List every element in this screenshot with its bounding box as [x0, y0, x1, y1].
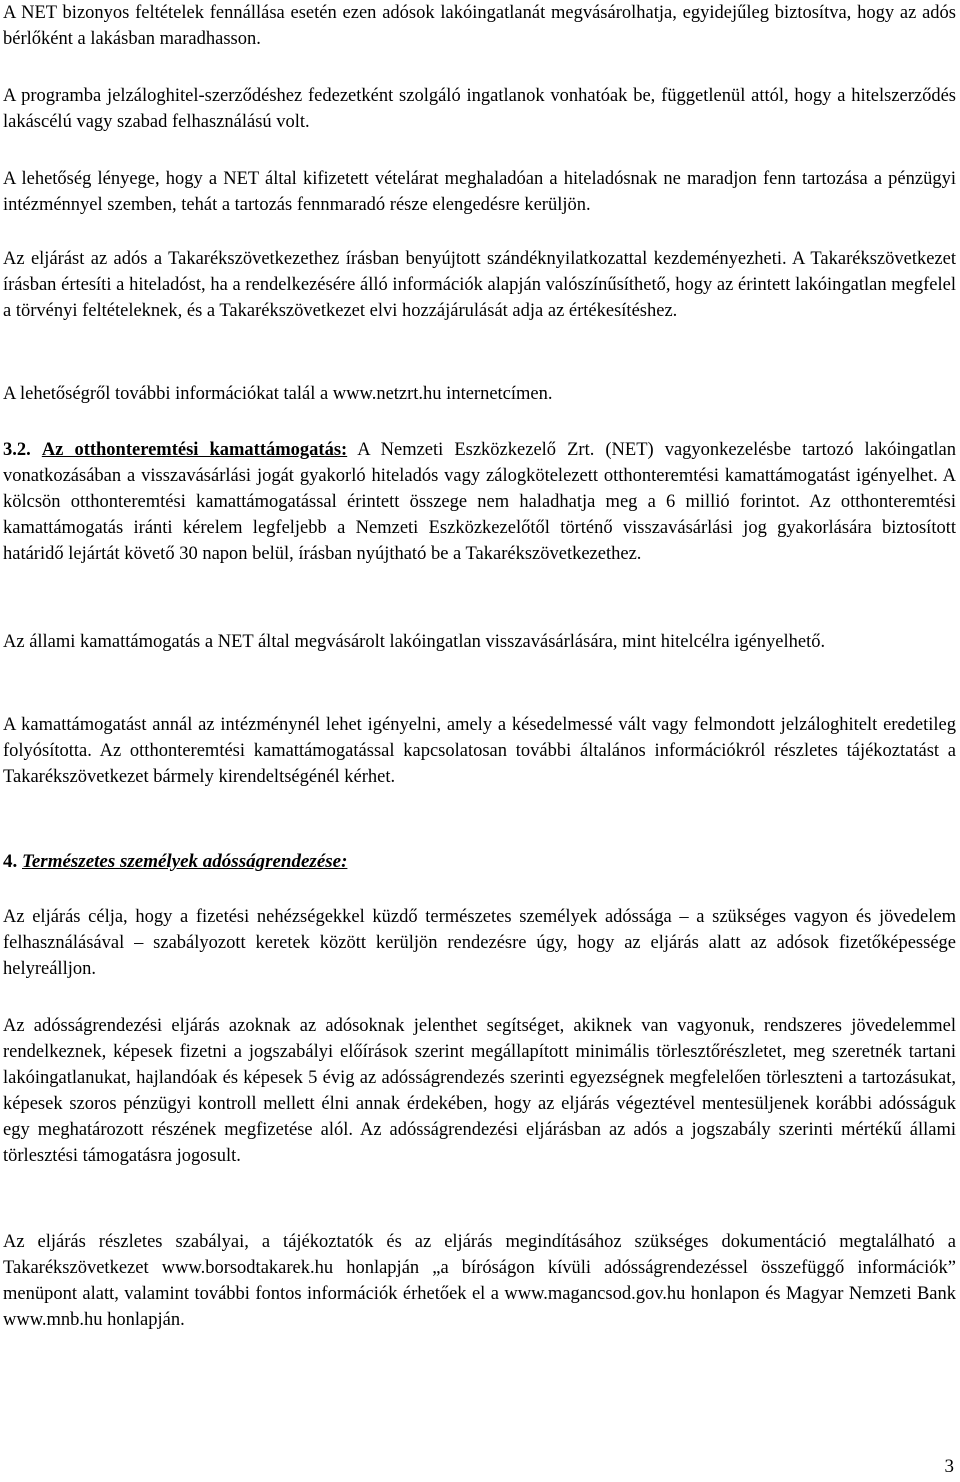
paragraph-procedure-goal: Az eljárás célja, hogy a fizetési nehézségekkel küzdő természetes személyek adóssága – a szükséges vagyon és jövedelem felhasználásával – szabályozott keretek között kerüljön rendezésre úgy, hogy az eljárás alatt az adósok fizetőképessége helyreálljon.: [3, 907, 956, 979]
paragraph-procedure: Az eljárást az adós a Takarékszövetkezethez írásban benyújtott szándéknyilatkozattal kezdeményezheti. A Takarékszövetkezet írásban értesíti a hiteladóst, ha a rendelkezésére álló információk alapján valószínűsíthető, hogy az érintett lakóingatlan megfelel a törvényi feltételeknek, és a Takarékszövetkezet elvi hozzájárulását adja az értékesítéshez.: [3, 249, 956, 321]
paragraph-subsidy-application: A kamattámogatást annál az intézménynél lehet igényelni, amely a késedelmessé vált vagy felmondott jelzáloghitelt eredetileg folyósította. Az otthonteremtési kamattámogatással kapcsolatosan további általános információkról részletes tájékoztatást a Takarékszövetkezet bármely kirendeltségénél kérhet.: [3, 715, 956, 787]
section-4-title: Természetes személyek adósságrendezése:: [22, 851, 348, 872]
paragraph-eligibility: Az adósságrendezési eljárás azoknak az adósoknak jelenthet segítséget, akiknek van vagyonuk, rendszeres jövedelemmel rendelkeznek, képesek fizetni a jogszabályi előírások szerint megállapított minimális törlesztőrészletet, meg szeretnék tartani lakóingatlanukat, hajlandóak és képesek 5 évig az adósságrendezés szerinti egyezségnek megfelelően törleszteni a tartozásukat, képesek szoros pénzügyi kontroll mellett élni annak érdekében, hogy az eljárás végeztével mentesüljenek korábbi adósságuk egy meghatározott részének megfizetése alól. Az adósságrendezési eljárásban az adós a jogszabály szerinti mértékű állami törlesztési támogatásra jogosult.: [3, 1016, 956, 1166]
section-4-number: 4.: [3, 851, 18, 872]
section-3-2-number: 3.2.: [3, 440, 31, 460]
page-number: 3: [944, 1456, 954, 1477]
paragraph-detailed-rules: Az eljárás részletes szabályai, a tájékoztatók és az eljárás megindításához szükséges dokumentáció megtalálható a Takarékszövetkezet www.borsodtakarek.hu honlapján „a bíróságon kívüli adósságrendezéssel összefüggő információk” menüpont alatt, valamint további fontos információk érhetőek el a www.magancsod.gov.hu honlapon és Magyar Nemzeti Bank www.mnb.hu honlapján.: [3, 1232, 956, 1330]
section-4-heading: [3, 849, 956, 875]
paragraph-net-purchase: A NET bizonyos feltételek fennállása esetén ezen adósok lakóingatlanát megvásárolhatja, egyidejűleg biztosítva, hogy az adós bérlőként a lakásban maradhasson.: [3, 3, 956, 49]
paragraph-more-info: A lehetőségről további információkat talál a www.netzrt.hu internetcímen.: [3, 384, 553, 404]
section-3-2-body: A Nemzeti Eszközkezelő Zrt. (NET) vagyonkezelésbe tartozó lakóingatlan vonatkozásában a visszavásárlási jogát gyakorló hiteladós vagy zálogkötelezett otthonteremtési kamattámogatást igényelhet. A kölcsön otthonteremtési kamattámogatással érintett összege nem haladhatja meg a 6 millió forintot. Az otthonteremtési kamattámogatás iránti kérelem legfeljebb a Nemzeti Eszközkezelőtől történő visszavásárlási jog gyakorlására biztosított határidő lejártát követő 30 napon belül, írásban nyújtható be a Takarékszövetkezethez.: [3, 440, 957, 564]
paragraph-state-subsidy: Az állami kamattámogatás a NET által megvásárolt lakóingatlan visszavásárlására, mint hitelcélra igényelhető.: [3, 632, 826, 652]
paragraph-program-scope: A programba jelzáloghitel-szerződéshez fedezetként szolgáló ingatlanok vonhatóak be, függetlenül attól, hogy a hitelszerződés lakáscélú vagy szabad felhasználású volt.: [3, 86, 956, 132]
section-3-2: [3, 437, 956, 567]
paragraph-debt-forgiveness: A lehetőség lényege, hogy a NET által kifizetett vételárat meghaladóan a hiteladósnak ne maradjon fenn tartozása a pénzügyi intézménnyel szemben, tehát a tartozás fennmaradó része elengedésre kerüljön.: [3, 169, 956, 215]
section-3-2-title: Az otthonteremtési kamattámogatás:: [41, 440, 348, 460]
